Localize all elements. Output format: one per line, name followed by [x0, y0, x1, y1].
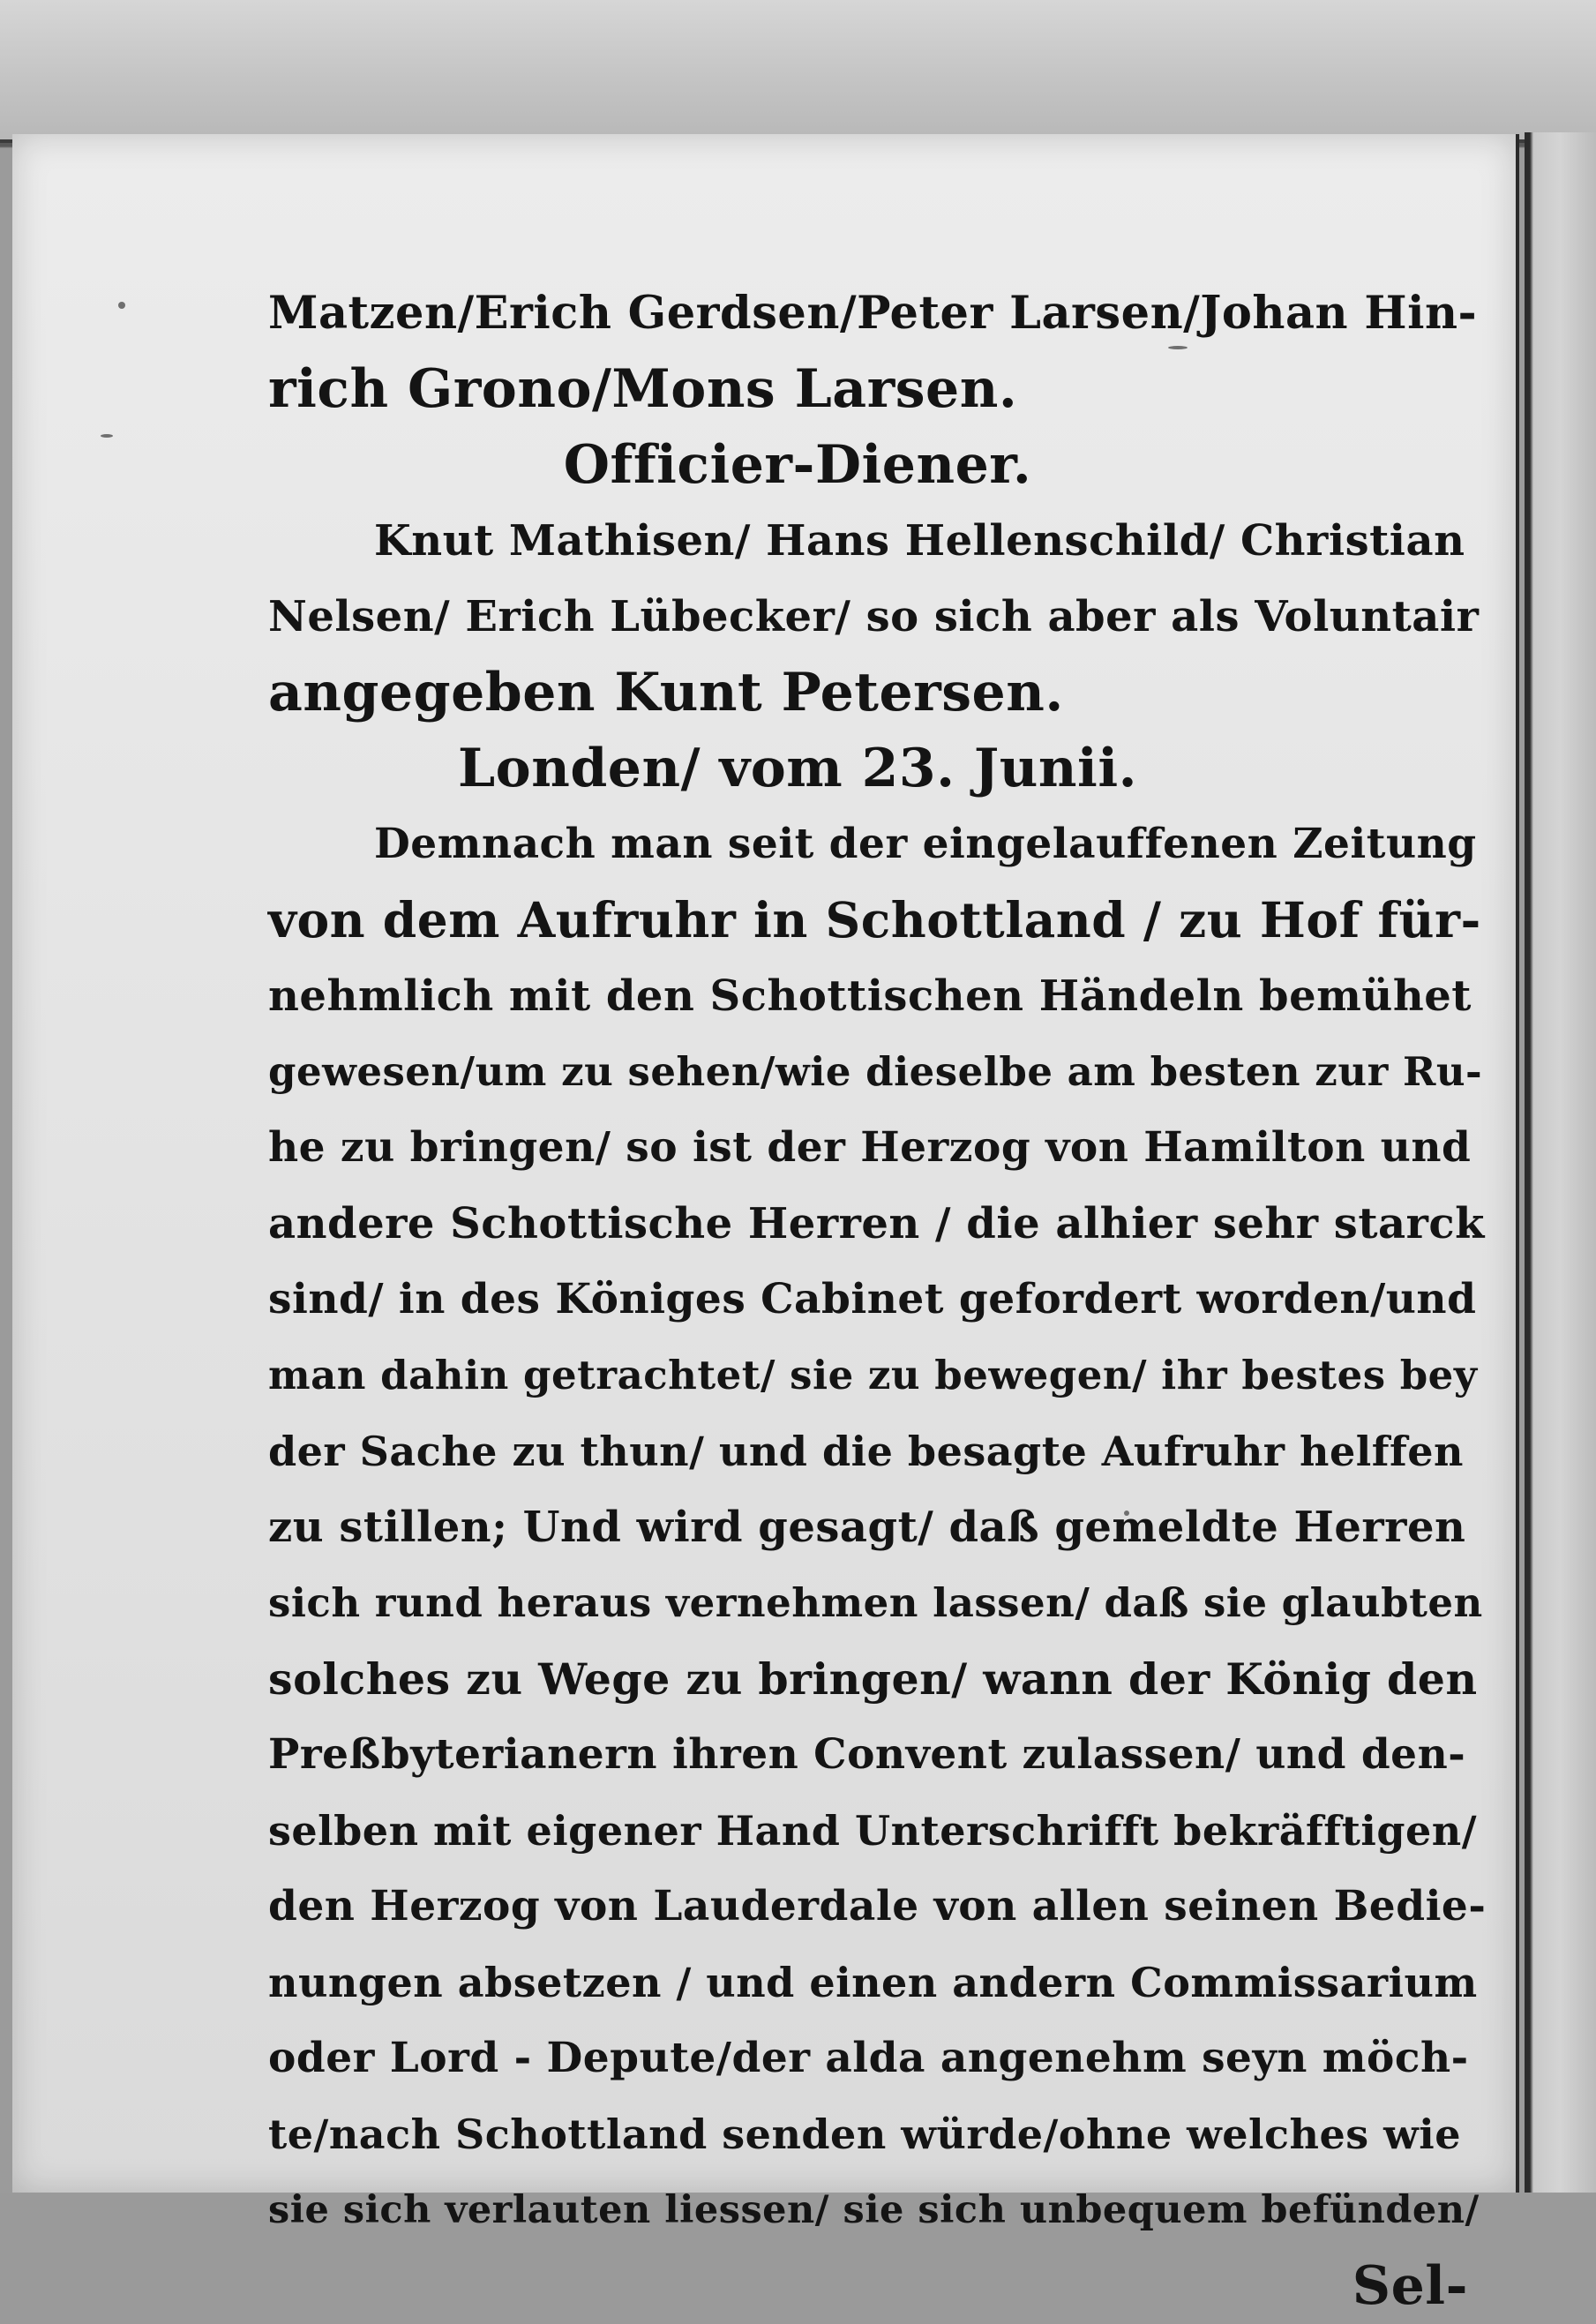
text-line: he zu bringen/ so ist der Herzog von Hamilton und	[268, 1123, 1472, 1172]
text-line: den Herzog von Lauderdale von allen seinen Bedie-	[268, 1882, 1487, 1930]
text-line: man dahin getrachtet/ sie zu bewegen/ ihr bestes bey	[268, 1352, 1478, 1398]
page-blemish	[101, 434, 113, 438]
text-line: Matzen/Erich Gerdsen/Peter Larsen/Johan Hin-	[268, 287, 1478, 340]
text-line: rich Grono/Mons Larsen.	[268, 358, 1018, 420]
text-line: selben mit eigener Hand Unterschrifft bekräfftigen/	[268, 1807, 1477, 1855]
text-line: Preßbyterianern ihren Convent zulassen/ und den-	[268, 1730, 1466, 1779]
text-line: nungen absetzen / und einen andern Commissarium	[268, 1959, 1478, 2006]
adjacent-leaf-edge	[1525, 132, 1596, 2193]
text-line: solches zu Wege zu bringen/ wann der König den	[268, 1653, 1478, 1705]
text-line: oder Lord - Depute/der alda angenehm seyn möch-	[268, 2034, 1469, 2082]
document-page	[12, 134, 1519, 2317]
text-line: angegeben Kunt Petersen.	[268, 662, 1064, 723]
dateline-heading: Londen/ vom 23. Junii.	[457, 738, 1138, 799]
text-line: sich rund heraus vernehmen lassen/ daß sie glaubten	[268, 1579, 1483, 1626]
page-blemish	[118, 302, 125, 309]
text-line: gewesen/um zu sehen/wie dieselbe am besten zur Ru-	[268, 1048, 1483, 1095]
text-line: nehmlich mit den Schottischen Händeln bemühet	[268, 971, 1472, 1021]
text-line: der Sache zu thun/ und die besagte Aufruhr helffen	[268, 1428, 1465, 1475]
text-line: zu stillen; Und wird gesagt/ daß gemeldte Herren	[268, 1503, 1466, 1552]
section-heading: Officier-Diener.	[563, 434, 1032, 496]
catchword: Sel-	[1352, 2255, 1468, 2317]
text-line: andere Schottische Herren / die alhier sehr starck	[268, 1199, 1485, 1248]
text-line: sie sich verlauten liessen/ sie sich unbequem befünden/	[268, 2188, 1480, 2232]
text-line: Knut Mathisen/ Hans Hellenschild/ Christian	[374, 516, 1465, 566]
text-line: Nelsen/ Erich Lübecker/ so sich aber als Voluntair	[268, 592, 1480, 641]
previous-sheet-edge	[0, 0, 1596, 143]
text-line: von dem Aufruhr in Schottland / zu Hof für-	[268, 891, 1481, 948]
body-text	[268, 275, 1486, 2324]
text-line: sind/ in des Königes Cabinet gefordert worden/und	[268, 1275, 1477, 1323]
text-line: te/nach Schottland senden würde/ohne welches wie	[268, 2110, 1461, 2158]
text-line: Demnach man seit der eingelauffenen Zeitung	[374, 820, 1477, 868]
